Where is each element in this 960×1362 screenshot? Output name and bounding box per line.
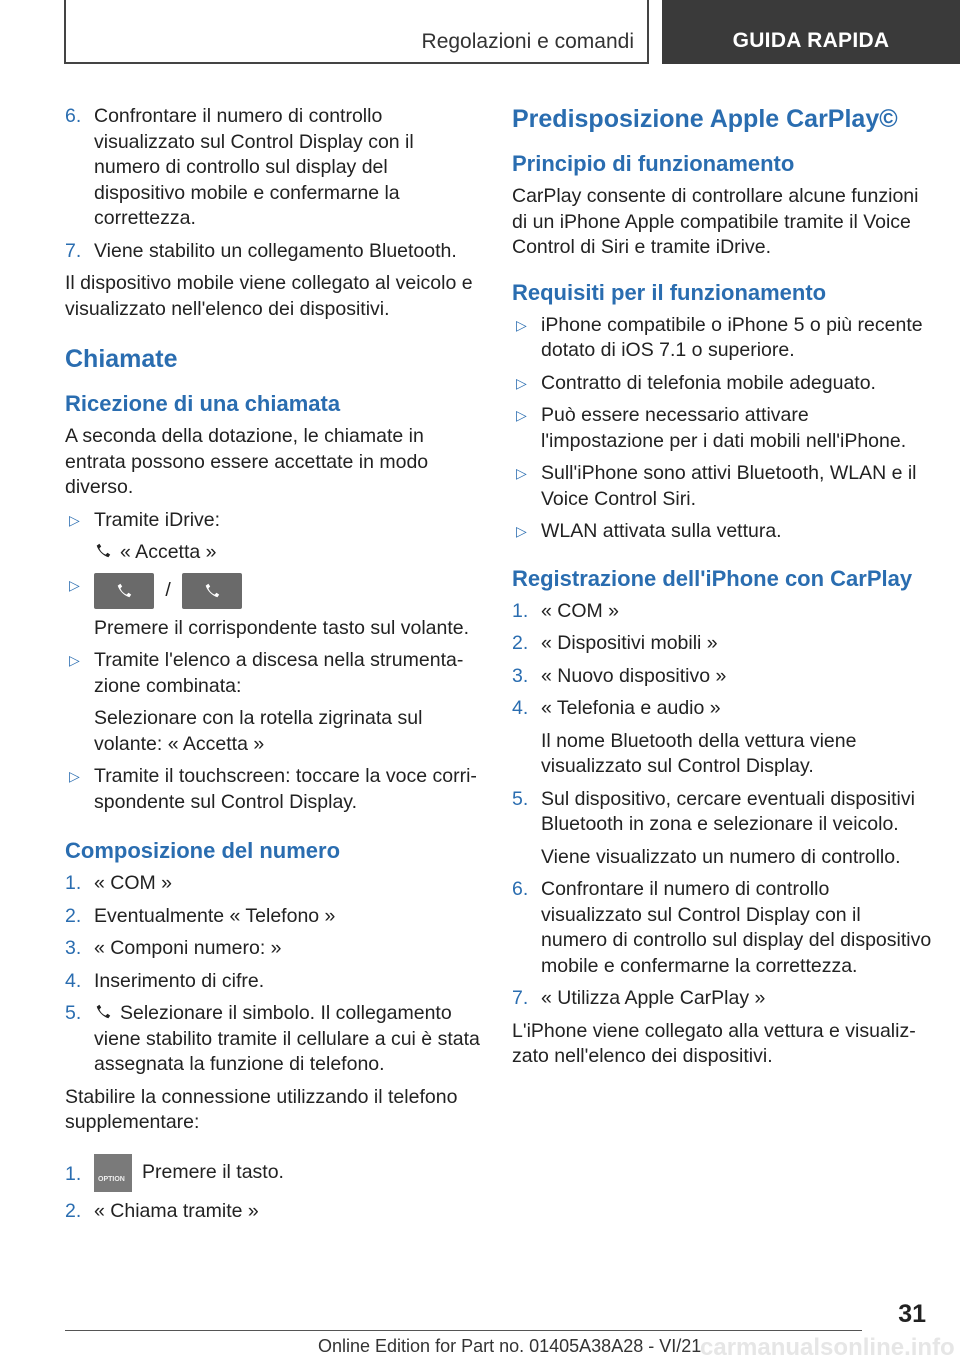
paragraph: L'iPhone viene collegato alla vettura e visualizzato nell'elenco dei dispositivi. [512,1019,916,1067]
list-text: « Utilizza Apple CarPlay » [541,987,766,1009]
heading-chiamate: Chiamate [65,345,178,373]
list-item [65,969,481,995]
list-item [512,696,932,780]
bullet-item [65,648,481,757]
list-item [512,986,932,1012]
list-subtext: Il nome Bluetooth della vettura viene visualizzato sul Control Display. [541,729,857,777]
list-text: Premere il tasto. [142,1160,284,1183]
list-item [512,877,932,979]
bullet-subtext: Selezionare con la rotella zigrinata sul volante: « Accetta » [94,707,423,755]
page-number: 31 [898,1300,926,1328]
paragraph: CarPlay consente di controllare alcune funzioni di un iPhone Apple compatibile tramite il Voice Control di Siri e tramite iDrive. [512,185,919,258]
list-number: 2. [512,632,529,654]
bullet-subtext [94,540,481,566]
list-number: 2. [65,1199,82,1222]
list-item [65,239,481,265]
bullet-text: iPhone compatibile o iPhone 5 o più recente dotato di iOS 7.1 o superiore. [541,313,923,361]
bullet-triangle-icon: ▷ [516,374,527,391]
bullet-item [512,519,932,545]
list-number: 3. [65,937,82,959]
bullet-item [512,371,932,397]
steering-key-accept [94,573,154,609]
bullet-text: Può essere necessario attivare l'impostazione per i dati mobili nell'iPhone. [541,404,907,452]
bullet-text: Tramite iDrive: [94,508,221,531]
list-number: 6. [65,105,82,127]
list-number: 1. [512,599,529,622]
watermark: carmanualsonline.info [700,1334,955,1361]
bullet-triangle-icon: ▷ [516,523,527,539]
list-text: Selezionare il simbolo. Il collegamento viene stabilito tramite il cellulare a cui è stata assegnata la funzione di telefono. [94,1002,480,1075]
list-number: 4. [512,697,529,719]
list-number: 5. [512,787,529,810]
bullet-triangle-icon: ▷ [516,407,527,423]
paragraph: Il dispositivo mobile viene collegato al veicolo e visualizzato nell'elenco dei dispositivi. [65,272,473,320]
bullet-item [65,508,481,566]
list-text: Confrontare il numero di controllo visualizzato sul Control Display con il numero di controllo sul display del dispositivo mobile e confermarne la correttezza. [541,878,932,977]
list-number: 6. [512,878,529,900]
bullet-text: Sull'iPhone sono attivi Bluetooth, WLAN e il Voice Control Siri. [541,462,917,510]
list-text: Sul dispositivo, cercare eventuali dispositivi Bluetooth in zona e selezionare il veicolo. [541,787,915,835]
separator: / [165,578,171,601]
right-column [512,104,932,1077]
list-item [65,104,481,232]
paragraph: Stabilire la connessione utilizzando il telefono supplementare: [65,1085,458,1133]
list-item [512,787,932,871]
list-item [65,1001,481,1078]
list-text: « COM » [94,872,173,894]
bullet-triangle-icon: ▷ [69,576,80,593]
list-number: 2. [65,904,82,927]
list-number: 4. [65,969,82,992]
option-button-icon [94,1154,132,1192]
list-text: « Nuovo dispositivo » [541,664,727,687]
bullet-subtext: Premere il corrispondente tasto sul volante. [94,616,470,639]
list-text: « COM » [541,599,620,622]
bullet-item [65,764,481,815]
phone-icon [94,1003,112,1021]
accetta-label: « Accetta » [120,541,217,563]
bullet-text: Tramite il touchscreen: toccare la voce corrispondente sul Control Display. [94,765,477,813]
list-text: Eventualmente « Telefono » [94,904,336,927]
list-text: « Telefonia e audio » [541,697,721,719]
list-text: « Componi numero: » [94,937,282,959]
list-item [512,631,932,657]
steering-keys-row [94,573,481,609]
heading-carplay: Predisposizione Apple CarPlay© [512,105,898,133]
footer-divider [65,1330,862,1331]
phone-icon [94,542,112,560]
header-tab-label: GUIDA RAPIDA [732,29,890,52]
paragraph: A seconda della dotazione, le chiamate in entrata possono essere accettate in modo diverso. [65,425,429,498]
list-number: 1. [65,872,82,894]
list-text: « Dispositivi mobili » [541,632,718,654]
list-text: Inserimento di cifre. [94,969,265,992]
list-item [65,1154,481,1192]
phone-icon [115,582,133,600]
option-label: OPTION [98,1175,125,1183]
bullet-item [512,461,932,512]
steering-key-phone [182,573,242,609]
bullet-item [512,313,932,364]
heading-ricezione: Ricezione di una chiamata [65,391,341,416]
list-text: « Chiama tramite » [94,1199,259,1222]
heading-requisiti: Requisiti per il funzionamento [512,279,827,305]
list-number: 1. [65,1162,82,1185]
header-section-title: Regolazioni e comandi [421,30,634,53]
bullet-item [65,573,481,642]
bullet-text: Contratto di telefonia mobile adeguato. [541,371,876,394]
list-number: 7. [65,239,82,262]
list-number: 3. [512,664,529,687]
list-subtext: Viene visualizzato un numero di controllo. [541,845,901,868]
bullet-triangle-icon: ▷ [69,652,80,668]
bullet-item [512,403,932,454]
bullet-triangle-icon: ▷ [516,465,527,481]
bullet-text: Tramite l'elenco a discesa nella strumentazione combinata: [94,649,464,697]
list-item [512,599,932,625]
left-column [65,104,481,1231]
heading-principio: Principio di funzionamento [512,151,795,176]
bullet-triangle-icon: ▷ [69,511,80,528]
phone-icon [203,582,221,600]
heading-composizione: Composizione del numero [65,838,341,863]
header-tab-guida-rapida[interactable] [662,0,960,64]
bullet-triangle-icon: ▷ [516,316,527,333]
list-item [65,936,481,962]
list-text: Viene stabilito un collegamento Bluetooth. [94,239,457,262]
list-item [65,1199,481,1225]
list-text: Confrontare il numero di controllo visualizzato sul Control Display con il numero di controllo sul display del dispositivo mobile e confermarne la correttezza. [94,105,414,229]
bullet-text: WLAN attivata sulla vettura. [541,520,782,542]
list-number: 5. [65,1002,82,1024]
list-item [65,871,481,897]
footer-edition: Online Edition for Part no. 01405A38A28 - VI/21 [318,1336,702,1356]
list-item [512,664,932,690]
bullet-triangle-icon: ▷ [69,768,80,784]
list-item [65,904,481,930]
heading-registrazione: Registrazione dell'iPhone con CarPlay [512,565,913,591]
list-number: 7. [512,987,529,1009]
